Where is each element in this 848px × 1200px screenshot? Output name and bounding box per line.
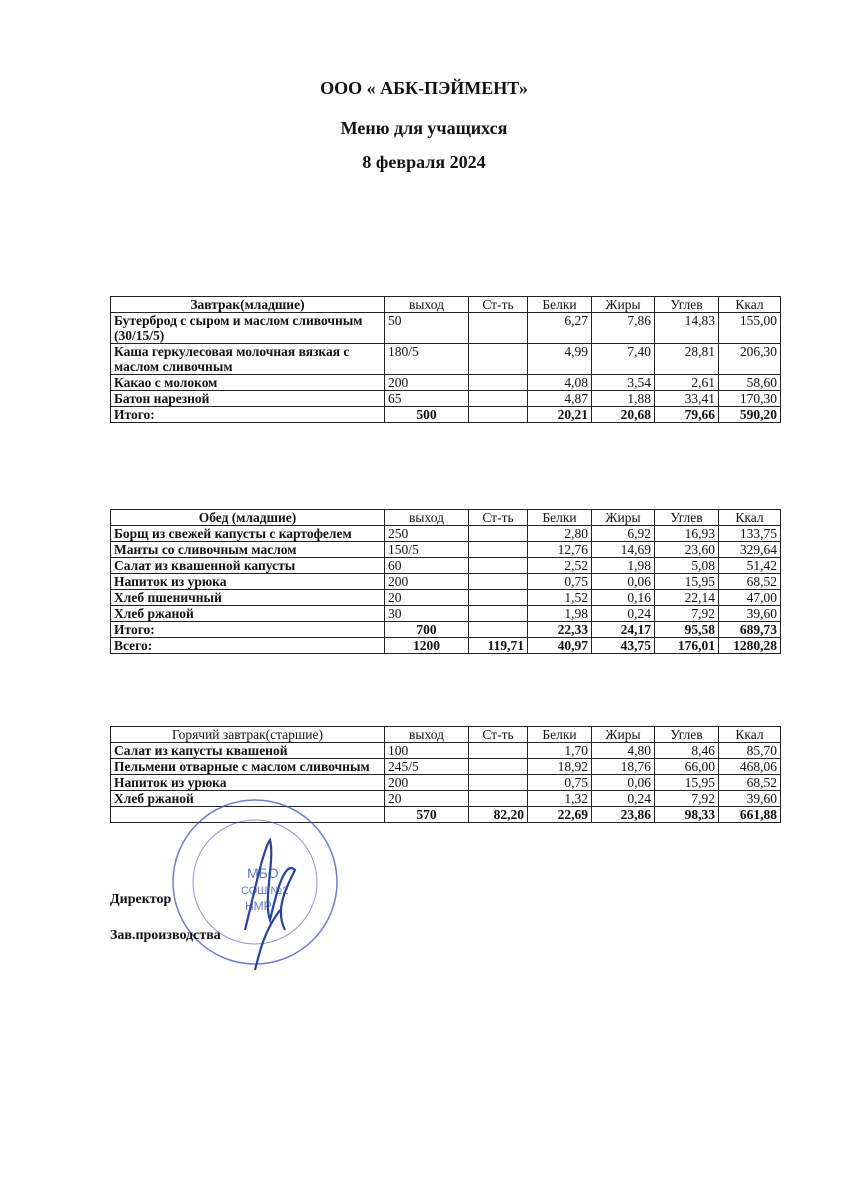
- table-row: [111, 313, 781, 344]
- total-protein: 20,21: [528, 407, 592, 423]
- dish-name: Салат из квашенной капусты: [111, 558, 385, 574]
- total-carb: 98,33: [655, 807, 719, 823]
- section-title: Завтрак(младшие): [111, 297, 385, 313]
- grand-total-output: 1200: [385, 638, 469, 654]
- dish-protein: 18,92: [528, 759, 592, 775]
- dish-carb: 23,60: [655, 542, 719, 558]
- dish-output: 250: [385, 526, 469, 542]
- dish-protein: 1,32: [528, 791, 592, 807]
- dish-kcal: 155,00: [719, 313, 781, 344]
- total-row: [111, 622, 781, 638]
- dish-kcal: 58,60: [719, 375, 781, 391]
- dish-cost: [469, 526, 528, 542]
- dish-fat: 0,06: [592, 775, 655, 791]
- total-label: Итого:: [111, 622, 385, 638]
- dish-carb: 14,83: [655, 313, 719, 344]
- dish-name: Каша геркулесовая молочная вязкая с маслом сливочным: [111, 344, 385, 375]
- dish-name: Пельмени отварные с маслом сливочным: [111, 759, 385, 775]
- dish-fat: 7,40: [592, 344, 655, 375]
- dish-output: 20: [385, 791, 469, 807]
- dish-cost: [469, 313, 528, 344]
- dish-fat: 0,24: [592, 606, 655, 622]
- dish-cost: [469, 558, 528, 574]
- dish-cost: [469, 759, 528, 775]
- dish-name: Хлеб ржаной: [111, 791, 385, 807]
- dish-name: Салат из капусты квашеной: [111, 743, 385, 759]
- col-header: Углев: [655, 727, 719, 743]
- total-output: 700: [385, 622, 469, 638]
- total-row: [111, 407, 781, 423]
- total-kcal: 661,88: [719, 807, 781, 823]
- col-header: Жиры: [592, 297, 655, 313]
- col-header: Белки: [528, 510, 592, 526]
- dish-carb: 16,93: [655, 526, 719, 542]
- dish-fat: 3,54: [592, 375, 655, 391]
- stamp-inner-ring: [193, 820, 317, 944]
- dish-protein: 1,98: [528, 606, 592, 622]
- dish-kcal: 39,60: [719, 791, 781, 807]
- table-row: [111, 759, 781, 775]
- stamp-line-2: СОШ №2: [241, 885, 289, 897]
- dish-fat: 18,76: [592, 759, 655, 775]
- col-header: Жиры: [592, 510, 655, 526]
- total-fat: 23,86: [592, 807, 655, 823]
- dish-protein: 4,87: [528, 391, 592, 407]
- dish-carb: 2,61: [655, 375, 719, 391]
- dish-cost: [469, 574, 528, 590]
- dish-carb: 15,95: [655, 574, 719, 590]
- section-title: Обед (младшие): [111, 510, 385, 526]
- dish-output: 200: [385, 775, 469, 791]
- table-row: [111, 590, 781, 606]
- stamp-line-3: НМР: [245, 899, 272, 913]
- dish-cost: [469, 606, 528, 622]
- dish-output: 180/5: [385, 344, 469, 375]
- col-header: выход: [385, 727, 469, 743]
- dish-kcal: 68,52: [719, 775, 781, 791]
- dish-protein: 4,08: [528, 375, 592, 391]
- dish-name: Напиток из урюка: [111, 574, 385, 590]
- dish-protein: 1,70: [528, 743, 592, 759]
- dish-carb: 66,00: [655, 759, 719, 775]
- lunch-table: [110, 509, 781, 654]
- dish-carb: 33,41: [655, 391, 719, 407]
- total-carb: 95,58: [655, 622, 719, 638]
- dish-carb: 22,14: [655, 590, 719, 606]
- total-kcal: 590,20: [719, 407, 781, 423]
- breakfast-table: [110, 296, 781, 423]
- total-fat: 24,17: [592, 622, 655, 638]
- col-header: Ккал: [719, 510, 781, 526]
- grand-total-fat: 43,75: [592, 638, 655, 654]
- dish-output: 150/5: [385, 542, 469, 558]
- col-header: Белки: [528, 297, 592, 313]
- dish-name: Бутерброд с сыром и маслом сливочным (30/15/5): [111, 313, 385, 344]
- dish-name: Батон нарезной: [111, 391, 385, 407]
- dish-protein: 2,80: [528, 526, 592, 542]
- table-row: [111, 606, 781, 622]
- dish-name: Хлеб ржаной: [111, 606, 385, 622]
- dish-cost: [469, 344, 528, 375]
- dish-kcal: 133,75: [719, 526, 781, 542]
- dish-carb: 28,81: [655, 344, 719, 375]
- menu-subtitle: Меню для учащихся: [340, 118, 508, 138]
- dish-fat: 0,06: [592, 574, 655, 590]
- dish-protein: 6,27: [528, 313, 592, 344]
- dish-protein: 1,52: [528, 590, 592, 606]
- table-row: [111, 526, 781, 542]
- table-header-row: [111, 297, 781, 313]
- section-title: Горячий завтрак(старшие): [111, 727, 385, 743]
- dish-output: 50: [385, 313, 469, 344]
- dish-kcal: 329,64: [719, 542, 781, 558]
- dish-kcal: 85,70: [719, 743, 781, 759]
- total-protein: 22,69: [528, 807, 592, 823]
- dish-name: Какао с молоком: [111, 375, 385, 391]
- dish-carb: 7,92: [655, 791, 719, 807]
- dish-output: 245/5: [385, 759, 469, 775]
- dish-fat: 0,16: [592, 590, 655, 606]
- total-cost: 82,20: [469, 807, 528, 823]
- dish-protein: 0,75: [528, 574, 592, 590]
- dish-fat: 6,92: [592, 526, 655, 542]
- dish-name: Манты со сливочным маслом: [111, 542, 385, 558]
- director-label: Директор: [110, 892, 172, 907]
- total-cost: [469, 407, 528, 423]
- dish-fat: 7,86: [592, 313, 655, 344]
- school-stamp-seal: [135, 780, 385, 980]
- dish-output: 200: [385, 574, 469, 590]
- dish-cost: [469, 391, 528, 407]
- dish-kcal: 206,30: [719, 344, 781, 375]
- total-kcal: 689,73: [719, 622, 781, 638]
- dish-protein: 0,75: [528, 775, 592, 791]
- table-row: [111, 375, 781, 391]
- dish-output: 20: [385, 590, 469, 606]
- dish-fat: 4,80: [592, 743, 655, 759]
- stamp-line-1: МБО: [247, 865, 279, 881]
- dish-name: Борщ из свежей капусты с картофелем: [111, 526, 385, 542]
- dish-cost: [469, 590, 528, 606]
- table-row: [111, 574, 781, 590]
- dish-kcal: 468,06: [719, 759, 781, 775]
- col-header: Жиры: [592, 727, 655, 743]
- total-output: 500: [385, 407, 469, 423]
- menu-date: 8 февраля 2024: [362, 152, 486, 172]
- dish-cost: [469, 375, 528, 391]
- dish-output: 65: [385, 391, 469, 407]
- total-label: Итого:: [111, 407, 385, 423]
- dish-fat: 14,69: [592, 542, 655, 558]
- table-row: [111, 344, 781, 375]
- dish-name: Напиток из урюка: [111, 775, 385, 791]
- dish-protein: 2,52: [528, 558, 592, 574]
- table-header-row: [111, 727, 781, 743]
- grand-total-row: [111, 638, 781, 654]
- dish-fat: 0,24: [592, 791, 655, 807]
- col-header: выход: [385, 510, 469, 526]
- dish-kcal: 51,42: [719, 558, 781, 574]
- dish-carb: 7,92: [655, 606, 719, 622]
- dish-fat: 1,98: [592, 558, 655, 574]
- table-header-row: [111, 510, 781, 526]
- company-title: ООО « АБК-ПЭЙМЕНТ»: [320, 78, 528, 98]
- dish-cost: [469, 775, 528, 791]
- dish-output: 30: [385, 606, 469, 622]
- dish-fat: 1,88: [592, 391, 655, 407]
- table-row: [111, 558, 781, 574]
- col-header: Ст-ть: [469, 727, 528, 743]
- production-head-label: Зав.производства: [110, 928, 221, 943]
- dish-name: Хлеб пшеничный: [111, 590, 385, 606]
- col-header: Белки: [528, 727, 592, 743]
- grand-total-protein: 40,97: [528, 638, 592, 654]
- dish-kcal: 39,60: [719, 606, 781, 622]
- col-header: выход: [385, 297, 469, 313]
- dish-output: 100: [385, 743, 469, 759]
- dish-cost: [469, 791, 528, 807]
- dish-output: 200: [385, 375, 469, 391]
- col-header: Ст-ть: [469, 510, 528, 526]
- dish-protein: 4,99: [528, 344, 592, 375]
- grand-total-kcal: 1280,28: [719, 638, 781, 654]
- dish-kcal: 47,00: [719, 590, 781, 606]
- dish-cost: [469, 542, 528, 558]
- table-row: [111, 391, 781, 407]
- col-header: Ст-ть: [469, 297, 528, 313]
- total-protein: 22,33: [528, 622, 592, 638]
- dish-output: 60: [385, 558, 469, 574]
- table-row: [111, 542, 781, 558]
- col-header: Ккал: [719, 727, 781, 743]
- dish-carb: 15,95: [655, 775, 719, 791]
- total-output: 570: [385, 807, 469, 823]
- total-cost: [469, 622, 528, 638]
- total-carb: 79,66: [655, 407, 719, 423]
- dish-carb: 8,46: [655, 743, 719, 759]
- col-header: Углев: [655, 510, 719, 526]
- dish-protein: 12,76: [528, 542, 592, 558]
- total-fat: 20,68: [592, 407, 655, 423]
- dish-cost: [469, 743, 528, 759]
- dish-kcal: 170,30: [719, 391, 781, 407]
- table-row: [111, 743, 781, 759]
- grand-total-label: Всего:: [111, 638, 385, 654]
- dish-kcal: 68,52: [719, 574, 781, 590]
- grand-total-cost: 119,71: [469, 638, 528, 654]
- dish-carb: 5,08: [655, 558, 719, 574]
- col-header: Ккал: [719, 297, 781, 313]
- col-header: Углев: [655, 297, 719, 313]
- grand-total-carb: 176,01: [655, 638, 719, 654]
